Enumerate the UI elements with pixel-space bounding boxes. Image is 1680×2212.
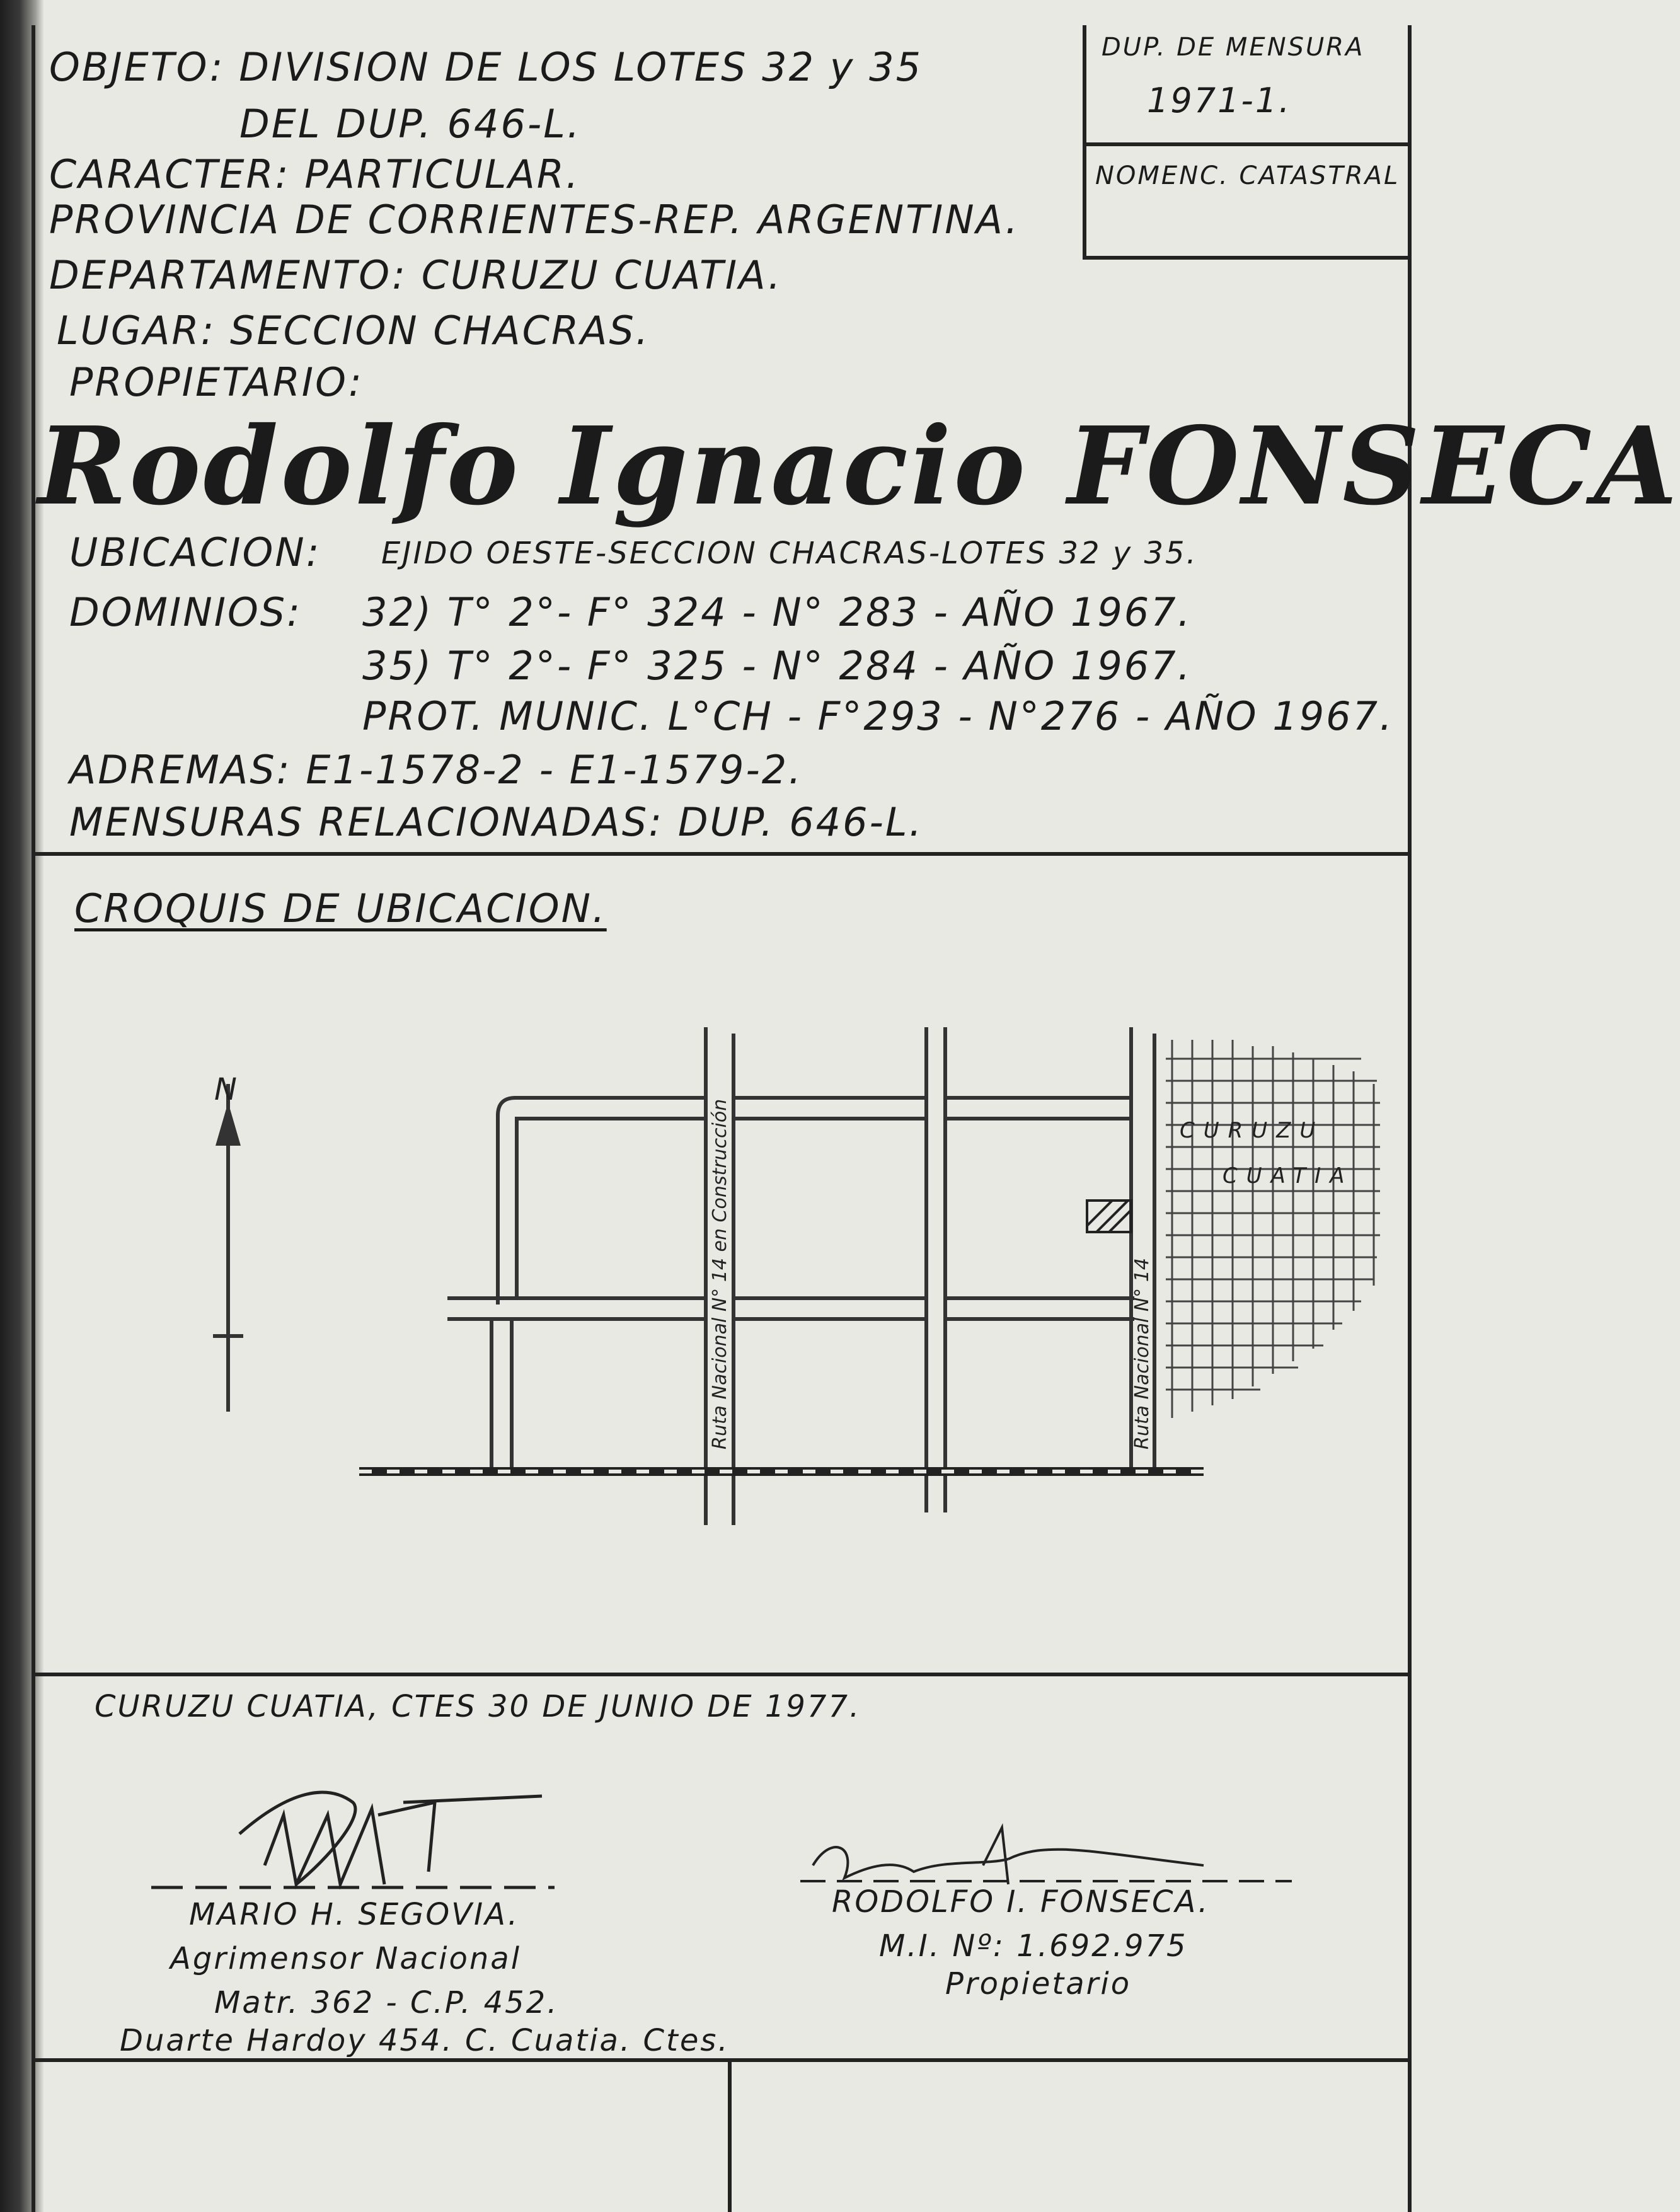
nomenc-label: NOMENC. CATASTRAL bbox=[1095, 161, 1400, 190]
dominio-35: 35) T° 2°- F° 325 - N° 284 - AÑO 1967. bbox=[362, 643, 1192, 689]
propietario-label: PROPIETARIO: bbox=[69, 359, 364, 405]
objeto-line-2: DEL DUP. 646-L. bbox=[239, 101, 582, 147]
propietario-name: Rodolfo Ignacio FONSECA bbox=[38, 403, 1680, 529]
objeto-line-1: OBJETO: DIVISION DE LOS LOTES 32 y 35 bbox=[49, 44, 923, 90]
ubicacion-label: UBICACION: bbox=[69, 529, 321, 575]
town-label-curuzu: CURUZU bbox=[1180, 1118, 1325, 1143]
owner-signature-icon bbox=[813, 1828, 1204, 1884]
surveyor-title: Agrimensor Nacional bbox=[170, 1941, 522, 1976]
prot-munic-line: PROT. MUNIC. L°CH - F°293 - N°276 - AÑO 1967. bbox=[362, 693, 1394, 739]
dominio-32: 32) T° 2°- F° 324 - N° 283 - AÑO 1967. bbox=[362, 589, 1192, 635]
road-label-14: Ruta Nacional N° 14 bbox=[1131, 1258, 1153, 1449]
caracter-line: CARACTER: PARTICULAR. bbox=[49, 151, 580, 197]
dup-label: DUP. DE MENSURA bbox=[1102, 33, 1365, 62]
footer-bottom-split bbox=[728, 2058, 732, 2212]
surveyor-matr: Matr. 362 - C.P. 452. bbox=[214, 1985, 559, 2020]
dup-value: 1971-1. bbox=[1147, 81, 1292, 120]
mensuras-line: MENSURAS RELACIONADAS: DUP. 646-L. bbox=[69, 799, 924, 845]
owner-mi: M.I. Nº: 1.692.975 bbox=[879, 1928, 1188, 1964]
ubicacion-value: EJIDO OESTE-SECCION CHACRAS-LOTES 32 y 35. bbox=[381, 536, 1198, 571]
surveyor-signature-icon bbox=[239, 1792, 542, 1884]
lugar-line: LUGAR: SECCION CHACRAS. bbox=[57, 308, 650, 354]
dominios-label: DOMINIOS: bbox=[69, 589, 302, 635]
provincia-line: PROVINCIA DE CORRIENTES-REP. ARGENTINA. bbox=[49, 197, 1020, 243]
owner-role: Propietario bbox=[945, 1966, 1132, 2002]
surveyor-name: MARIO H. SEGOVIA. bbox=[189, 1897, 520, 1932]
road-label-construccion: Ruta Nacional N° 14 en Construcción bbox=[709, 1098, 731, 1449]
croquis-title: CROQUIS DE UBICACION. bbox=[74, 885, 607, 931]
place-date: CURUZU CUATIA, CTES 30 DE JUNIO DE 1977. bbox=[95, 1689, 861, 1724]
north-label: N bbox=[214, 1072, 237, 1107]
owner-name: RODOLFO I. FONSECA. bbox=[832, 1884, 1210, 1920]
town-label-cuatia: CUATIA bbox=[1223, 1163, 1354, 1189]
departamento-line: DEPARTAMENTO: CURUZU CUATIA. bbox=[49, 252, 783, 298]
surveyor-address: Duarte Hardoy 454. C. Cuatia. Ctes. bbox=[120, 2023, 730, 2058]
adremas-line: ADREMAS: E1-1578-2 - E1-1579-2. bbox=[69, 747, 803, 793]
footer-bottom-divider bbox=[32, 2058, 1412, 2062]
